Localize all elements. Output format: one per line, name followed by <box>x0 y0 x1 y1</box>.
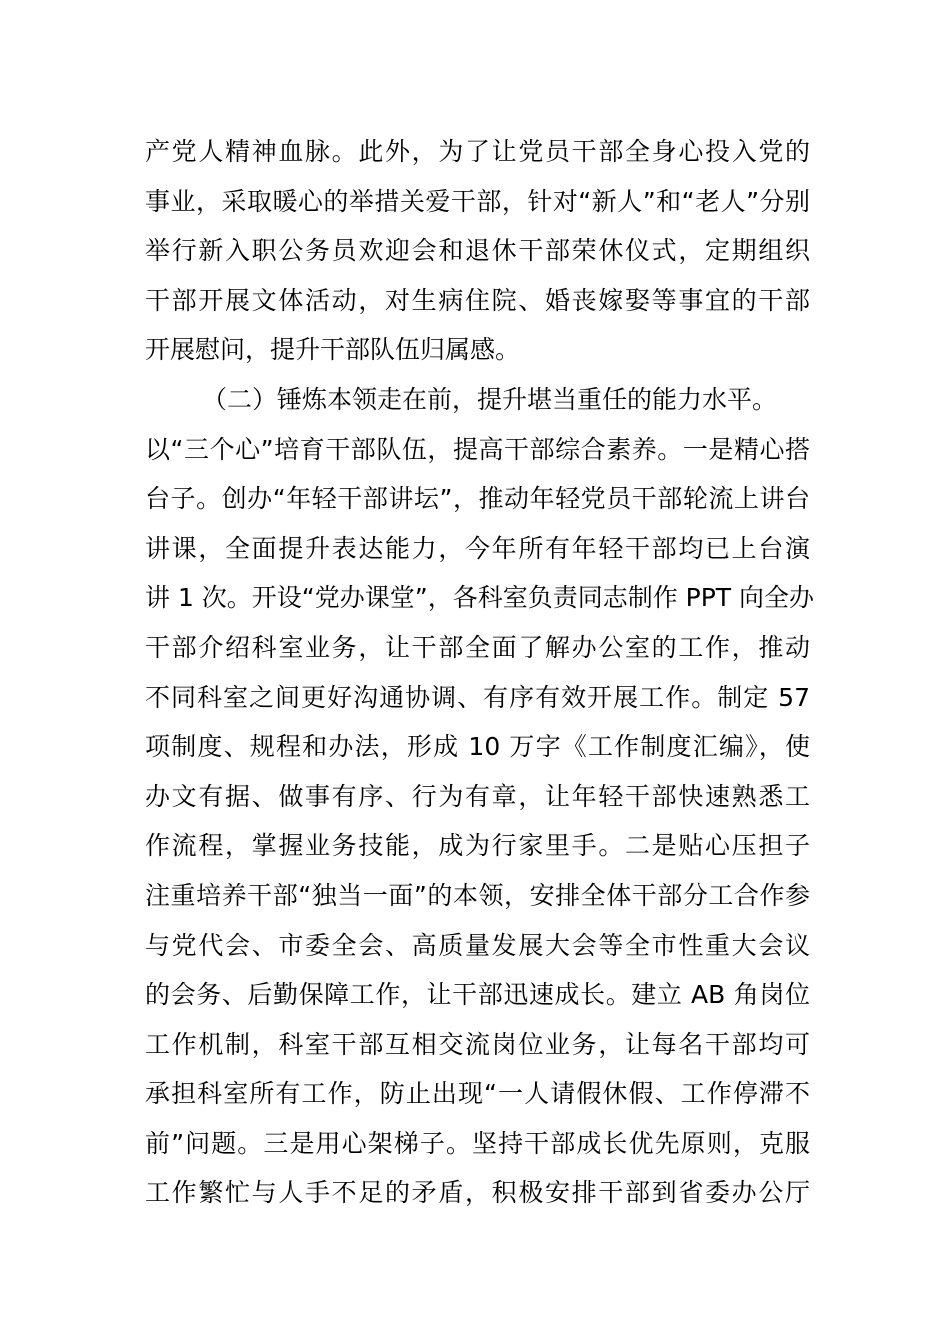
text-line: 注重培养干部“独当一面”的本领，安排全体干部分工合作参 <box>145 880 810 910</box>
text-line: 台子。创办“年轻干部讲坛”，推动年轻党员干部轮流上讲台 <box>145 484 810 514</box>
body-text <box>145 127 815 1218</box>
text-line: 项制度、规程和办法，形成 10 万字《工作制度汇编》，使 <box>145 732 810 762</box>
section-heading: （二）锤炼本领走在前，提升堪当重任的能力水平。 <box>202 384 778 414</box>
text-line: 工作繁忙与人手不足的矛盾，积极安排干部到省委办公厅 <box>145 1178 810 1208</box>
text-line: 开展慰问，提升干部队伍归属感。 <box>145 335 521 365</box>
text-line: 产党人精神血脉。此外，为了让党员干部全身心投入党的 <box>145 137 810 166</box>
text-line: 的会务、后勤保障工作，让干部迅速成长。建立 AB 角岗位 <box>145 980 810 1010</box>
text-line: 前”问题。三是用心架梯子。坚持干部成长优先原则，克服 <box>145 1128 810 1158</box>
text-line: 办文有据、做事有序、行为有章，让年轻干部快速熟悉工 <box>145 781 810 811</box>
text-line: 讲 1 次。开设“党办课堂”，各科室负责同志制作 PPT 向全办 <box>145 583 815 613</box>
text-line: 事业，采取暖心的举措关爱干部，针对“新人”和“老人”分别 <box>145 186 810 216</box>
text-line: 以“三个心”培育干部队伍，提高干部综合素养。一是精心搭 <box>145 434 810 464</box>
text-line: 干部开展文体活动，对生病住院、婚丧嫁娶等事宜的干部 <box>145 285 810 315</box>
text-line: 举行新入职公务员欢迎会和退休干部荣休仪式，定期组织 <box>145 236 810 266</box>
text-line: 工作机制，科室干部互相交流岗位业务，让每名干部均可 <box>145 1029 810 1059</box>
text-line: 作流程，掌握业务技能，成为行家里手。二是贴心压担子 <box>145 831 810 861</box>
text-line: 承担科室所有工作，防止出现“一人请假休假、工作停滞不 <box>145 1079 810 1109</box>
text-line: 不同科室之间更好沟通协调、有序有效开展工作。制定 57 <box>145 682 810 712</box>
text-line: 与党代会、市委全会、高质量发展大会等全市性重大会议 <box>145 930 810 960</box>
text-line: 干部介绍科室业务，让干部全面了解办公室的工作，推动 <box>145 632 810 662</box>
text-line: 讲课，全面提升表达能力，今年所有年轻干部均已上台演 <box>145 533 810 563</box>
